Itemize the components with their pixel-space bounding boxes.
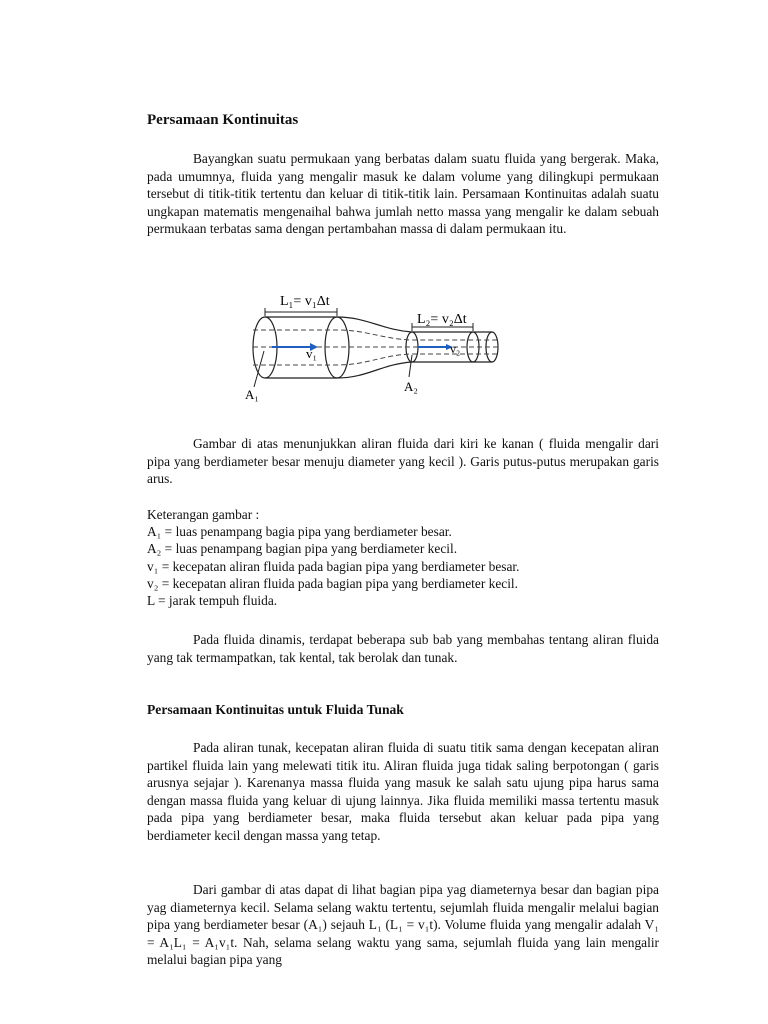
legend-item: v₁ = kecepatan aliran fluida pada bagian pipa yang berdiameter besar.	[147, 558, 520, 574]
legend-item: v₂ = kecepatan aliran fluida pada bagian pipa yang berdiameter kecil.	[147, 575, 518, 591]
legend-item: A₁ = luas penampang bagia pipa yang berdiameter besar.	[147, 524, 452, 540]
legend-item: L = jarak tempuh fluida.	[147, 593, 278, 609]
pipe-flow-diagram	[242, 285, 532, 410]
label-v2: v₂	[450, 342, 461, 356]
label-v1: v₁	[306, 346, 318, 361]
paragraph-fluid-dynamics: Pada fluida dinamis, terdapat beberapa sub bab yang membahas tentang aliran fluida yang tak termampatkan, tak kental, tak berolak dan tunak.	[147, 632, 659, 665]
label-l1: L₁= v₁Δt	[280, 294, 330, 309]
paragraph-steady-flow: Pada aliran tunak, kecepatan aliran fluida di suatu titik sama dengan kecepatan aliran partikel fluida lain yang melewati titik itu. Aliran fluida juga tidak saling berpotongan ( garis arusnya sejajar ). Karenanya massa fluida yang masuk ke salah satu ujung pipa harus sama dengan massa fluida yang keluar di ujung lainnya. Jika fluida memiliki massa tertentu masuk pada pipa yang berdiameter besar, maka fluida tersebut akan keluar pada pipa yang berdiameter kecil dengan massa yang tetap.	[147, 740, 659, 843]
heading-steady-flow: Persamaan Kontinuitas untuk Fluida Tunak	[147, 702, 404, 717]
paragraph-figure-explanation: Gambar di atas menunjukkan aliran fluida dari kiri ke kanan ( fluida mengalir dari pipa yang berdiameter besar menuju diameter yang kecil ). Garis putus-putus merupakan garis arus.	[147, 436, 659, 487]
label-a2: A₂	[404, 379, 418, 394]
paragraph-intro: Bayangkan suatu permukaan yang berbatas dalam suatu fluida yang bergerak. Maka, pada umumnya, fluida yang mengalir masuk ke dalam volume yang dilingkupi permukaan tersebut di titik-titik tertentu dan keluar di titik-titik lain. Persamaan Kontinuitas adalah suatu ungkapan matematis mengenaihal bahwa jumlah netto massa yang mengalir ke dalam sebuah permukaan terbatas sama dengan pertambahan massa di dalam permukaan itu.	[147, 151, 659, 237]
label-a1: A₁	[245, 387, 259, 402]
heading-continuity-equation: Persamaan Kontinuitas	[147, 112, 299, 128]
legend-title: Keterangan gambar :	[147, 507, 260, 522]
paragraph-volume-flow: Dari gambar di atas dapat di lihat bagian pipa yag diameternya besar dan bagian pipa yag diameternya kecil. Selama selang waktu tertentu, sejumlah fluida mengalir melalui bagian pipa yang berdiameter besar (A₁) sejauh L₁ (L₁ = v₁t). Volume fluida yang mengalir adalah V₁ = A₁L₁ = A₁v₁t. Nah, selama selang waktu yang sama, sejumlah fluida yang lain mengalir melalui bagian pipa yang	[147, 882, 659, 968]
velocity-arrow-v2	[418, 344, 453, 350]
figure-legend	[147, 506, 659, 609]
legend-item: A₂ = luas penampang bagian pipa yang berdiameter kecil.	[147, 541, 458, 557]
label-l2: L₂= v₂Δt	[417, 312, 467, 327]
dimension-l1	[265, 308, 337, 316]
